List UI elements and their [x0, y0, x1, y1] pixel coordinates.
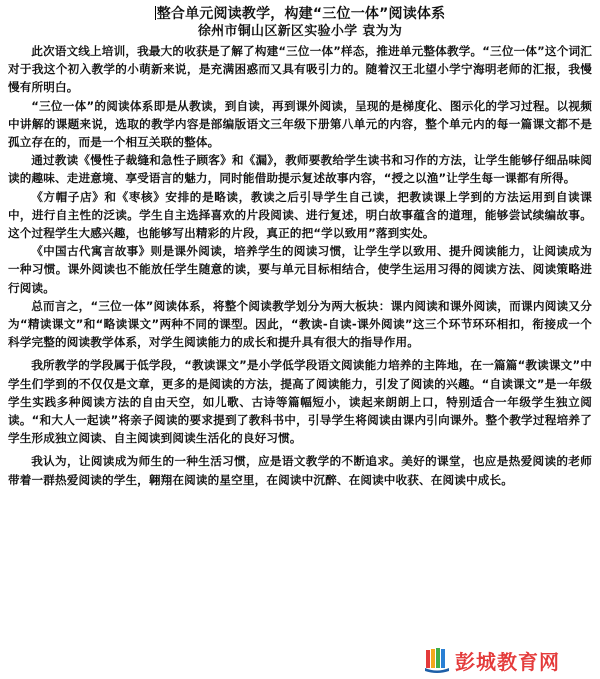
- paragraph-8: 我认为，让阅读成为师生的一种生活习惯，应是语文教学的不断追求。美好的课堂，也应是热爱阅读的老师带着一群热爱阅读的学生，翱翔在阅读的星空里，在阅读中沉醉、在阅读中收获、在阅读中成长。: [8, 454, 592, 487]
- paragraph-1: 此次语文线上培训，我最大的收获是了解了构建“三位一体”样态，推进单元整体教学。“三位一体”这个词汇对于我这个初入教学的小萌新来说，是充满困惑而又具有吸引力的。随着汉王北望小学宁海明老师的汇报，我慢慢有所明白。: [8, 44, 592, 95]
- document-body: [0, 42, 600, 489]
- paragraph-2: “三位一体”的阅读体系即是从教读，到自读，再到课外阅读，呈现的是梯度化、图示化的学习过程。以视频中讲解的课题来说，选取的教学内容是部编版语文三年级下册第八单元的内容，整个单元内的每一篇课文都不是孤立存在的，而是一个相互关联的整体。: [8, 98, 592, 150]
- book-logo-icon: [423, 646, 451, 674]
- paragraph-7: 我所教学的学段属于低学段，“教读课文”是小学低学段语文阅读能力培养的主阵地，在一篇篇“教读课文”中学生们学到的不仅仅是文章，更多的是阅读的方法，提高了阅读能力，引发了阅读的兴趣。“自读课文”是一年级学生实践多种阅读方法的自由天空，如儿歌、古诗等篇幅短小，读起来朗朗上口，特别适合一年级学生独立阅读。“和大人一起读”将亲子阅读的要求提到了教科书中，引导学生将阅读由课内引向课外。整个教学过程培养了学生形成独立阅读、自主阅读到阅读生活化的良好习惯。: [8, 358, 592, 446]
- paragraph-6: 总而言之，“三位一体”阅读体系，将整个阅读教学划分为两大板块：课内阅读和课外阅读，而课内阅读又分为“精读课文”和“略读课文”两种不同的课型。因此，“教读-自读-课外阅读”这三个环节环环相扣，衔接成一个科学完整的阅读教学体系，对学生阅读能力的成长和提升具有很大的指导作用。: [8, 298, 592, 350]
- watermark-text: 彭城教育网: [455, 649, 560, 674]
- document-title: [0, 0, 600, 23]
- title-text: 整合单元阅读教学，构建“三位一体”阅读体系: [156, 6, 446, 22]
- text-cursor: [155, 6, 156, 20]
- author-line: 徐州市铜山区新区实验小学 袁为为: [197, 24, 403, 39]
- paragraph-5: 《中国古代寓言故事》则是课外阅读，培养学生的阅读习惯，让学生学以致用、提升阅读能力，让阅读成为一种习惯。课外阅读也不能放任学生随意的读，要与单元目标相结合，使学生运用习得的阅读方法、阅读策略进行阅读。: [8, 244, 592, 295]
- paragraph-3: 通过教读《慢性子裁缝和急性子顾客》和《漏》，教师要教给学生读书和习作的方法，让学生能够仔细品味阅读的趣味、走进意境、享受语言的魅力，同时能借助提示复述故事内容，“授之以渔”让学生每一课都有所得。: [8, 153, 592, 186]
- paragraph-4: 《方帽子店》和《枣核》安排的是略读，教读之后引导学生自己读，把教读课上学到的方法运用到自读课中，进行自主性的泛读。学生自主选择喜欢的片段阅读、进行复述，明白故事蕴含的道理，能够尝试续编故事。这个过程学生大感兴趣，也能够写出精彩的片段，真正的把“学以致用”落到实处。: [8, 189, 592, 241]
- watermark-logo: [423, 645, 560, 675]
